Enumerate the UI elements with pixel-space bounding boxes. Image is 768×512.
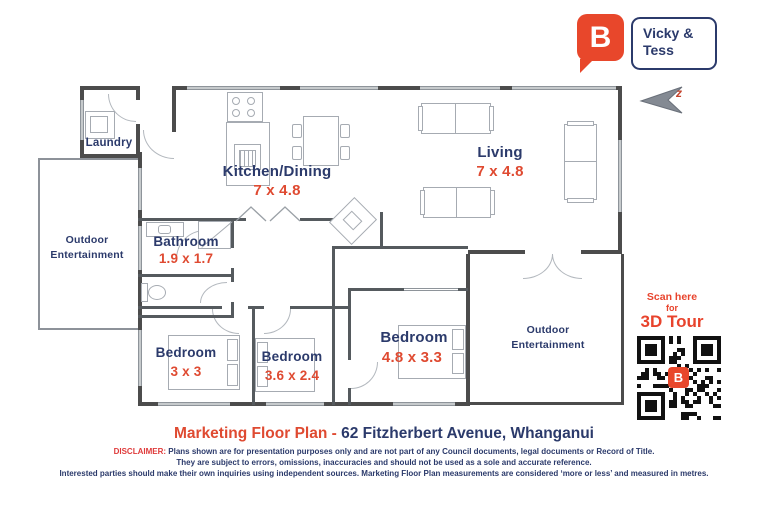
agent-name-line2: Tess [643,42,674,58]
window [158,402,230,406]
laundry-tub-basin [90,116,108,133]
disclaimer-line2: They are subject to errors, omissions, inaccuracies and should not be used as a sole and accurate reference. [176,458,592,467]
room-label-bedroom1: Bedroom [155,345,217,360]
wall [581,250,622,254]
brand-logo-icon: B [577,14,624,61]
wall [332,246,468,249]
room-label-living: Living [477,144,523,161]
agent-name-badge [631,17,717,70]
door-arc [264,309,291,334]
wall [466,254,470,402]
bed-pillow [452,329,464,350]
north-arrow-letter: z [676,86,682,100]
sofa-arm [490,190,495,215]
room-dims-bedroom1: 3 x 3 [170,364,202,379]
toilet-cistern [141,283,148,302]
wall [468,250,525,254]
qr-code [637,336,721,420]
window [512,86,616,90]
window [138,226,142,270]
scan-here-text: Scan here [646,291,698,303]
sofa-arm [567,121,594,126]
sofa [421,103,491,134]
wall [332,249,335,405]
window [138,330,142,386]
door-arc [212,309,239,334]
wall [621,254,624,405]
scan-for-text: for [666,303,678,313]
cooktop-burner [247,97,255,105]
disclaimer-line3: Interested parties should make their own inquiries using independent sources. Marketing Floor Plan measurements are considered ‘more or less’ and measured in metres. [59,469,709,478]
room-label-bathroom: Bathroom [153,234,219,249]
room-dims-bedroom3: 4.8 x 3.3 [381,349,443,366]
wall [348,288,351,360]
plan-title-highlight: Marketing Floor Plan - [174,425,342,442]
wall [138,306,222,309]
room-label-outdoor-right: Outdoor Entertainment [511,324,585,351]
sofa-cushion-line [456,188,457,217]
wall [348,388,351,405]
toilet-bowl [148,285,166,300]
window [300,86,378,90]
room-dims-bathroom: 1.9 x 1.7 [158,251,214,266]
bed-pillow [227,339,238,361]
plan-title [0,425,768,443]
room-dims-bedroom2: 3.6 x 2.4 [264,368,320,383]
window [138,168,142,210]
cooktop-burner [247,109,255,117]
dining-chair [340,146,350,160]
wall [468,402,624,405]
dining-chair [292,124,302,138]
wall [136,124,140,158]
window [420,86,500,90]
wall [138,315,234,318]
3d-tour-text: 3D Tour [640,312,704,331]
dining-chair [292,146,302,160]
bed-pillow [452,353,464,374]
agent-name-line1: Vicky & [643,25,694,41]
cooktop [227,92,263,122]
sofa-arm [420,190,425,215]
bed-pillow [227,364,238,386]
window [80,100,84,140]
sofa [423,187,491,218]
door-arc [143,130,174,159]
sofa-cushion-line [565,161,596,162]
cooktop-burner [232,97,240,105]
door-arc [523,254,553,279]
window [393,402,455,406]
room-label-bedroom3: Bedroom [380,329,448,346]
wall [136,86,140,100]
wall [248,306,264,309]
room-label-outdoor-left: Outdoor Entertainment [50,234,124,261]
wall [80,154,142,158]
door-arc [200,282,227,303]
dining-chair [340,124,350,138]
door-arc [552,254,582,279]
door-arc [351,362,378,389]
sofa-arm [418,106,423,131]
dining-table [303,116,339,166]
wall [172,86,176,132]
sofa-arm [567,198,594,203]
room-label-laundry: Laundry [85,137,133,149]
sofa-cushion-line [455,104,456,133]
wall [138,274,234,277]
room-dims-kitchen-dining: 7 x 4.8 [253,182,301,199]
room-label-kitchen-dining: Kitchen/Dining [222,163,332,180]
bifold-door-icon [234,203,304,223]
plan-title-address: 62 Fitzherbert Avenue, Whanganui [341,425,594,442]
wall [231,268,234,282]
window [187,86,280,90]
sofa-arm [489,106,494,131]
vanity-sink [158,225,171,234]
wall [380,212,383,249]
window [404,288,458,291]
sofa [564,124,597,200]
disclaimer-line1: DISCLAIMER: Plans shown are for presentation purposes only and are not part of any Council documents, legal documents or Record of Title. [113,447,655,456]
room-dims-living: 7 x 4.8 [476,163,524,180]
wall [80,86,140,90]
room-label-bedroom2: Bedroom [261,349,323,364]
qr-logo-icon: B [668,367,689,388]
window [618,140,622,212]
cooktop-burner [232,109,240,117]
window [266,402,324,406]
wall [290,306,350,309]
logo-bubble-tail [580,59,594,73]
